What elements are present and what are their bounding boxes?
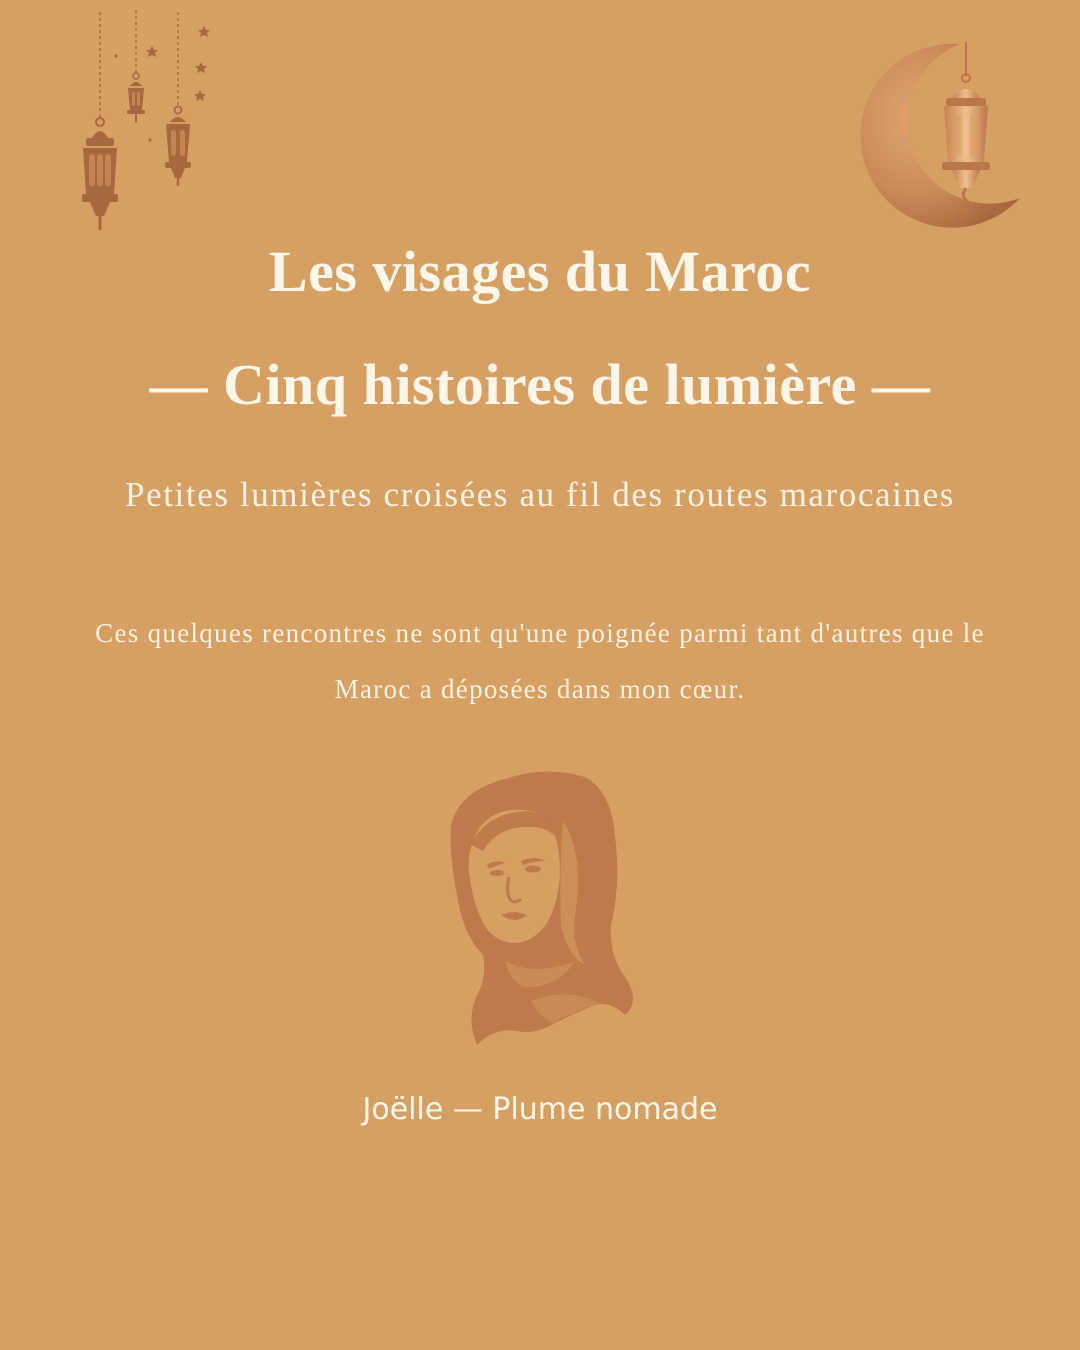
page-title-secondary: — Cinq histoires de lumière — bbox=[149, 352, 931, 417]
hanging-lanterns-icon bbox=[70, 8, 220, 238]
page-title: Les visages du Maroc bbox=[268, 239, 812, 304]
woman-headscarf-illustration bbox=[435, 765, 645, 1050]
intro-paragraph: Ces quelques rencontres ne sont qu'une poignée parmi tant d'autres que le Maroc a déposées dans mon cœur. bbox=[95, 618, 985, 704]
subtitle: Petites lumières croisées au fil des routes marocaines bbox=[125, 475, 955, 514]
author-signature: Joëlle — Plume nomade bbox=[362, 1092, 718, 1127]
crescent-lantern-icon bbox=[848, 36, 1028, 236]
